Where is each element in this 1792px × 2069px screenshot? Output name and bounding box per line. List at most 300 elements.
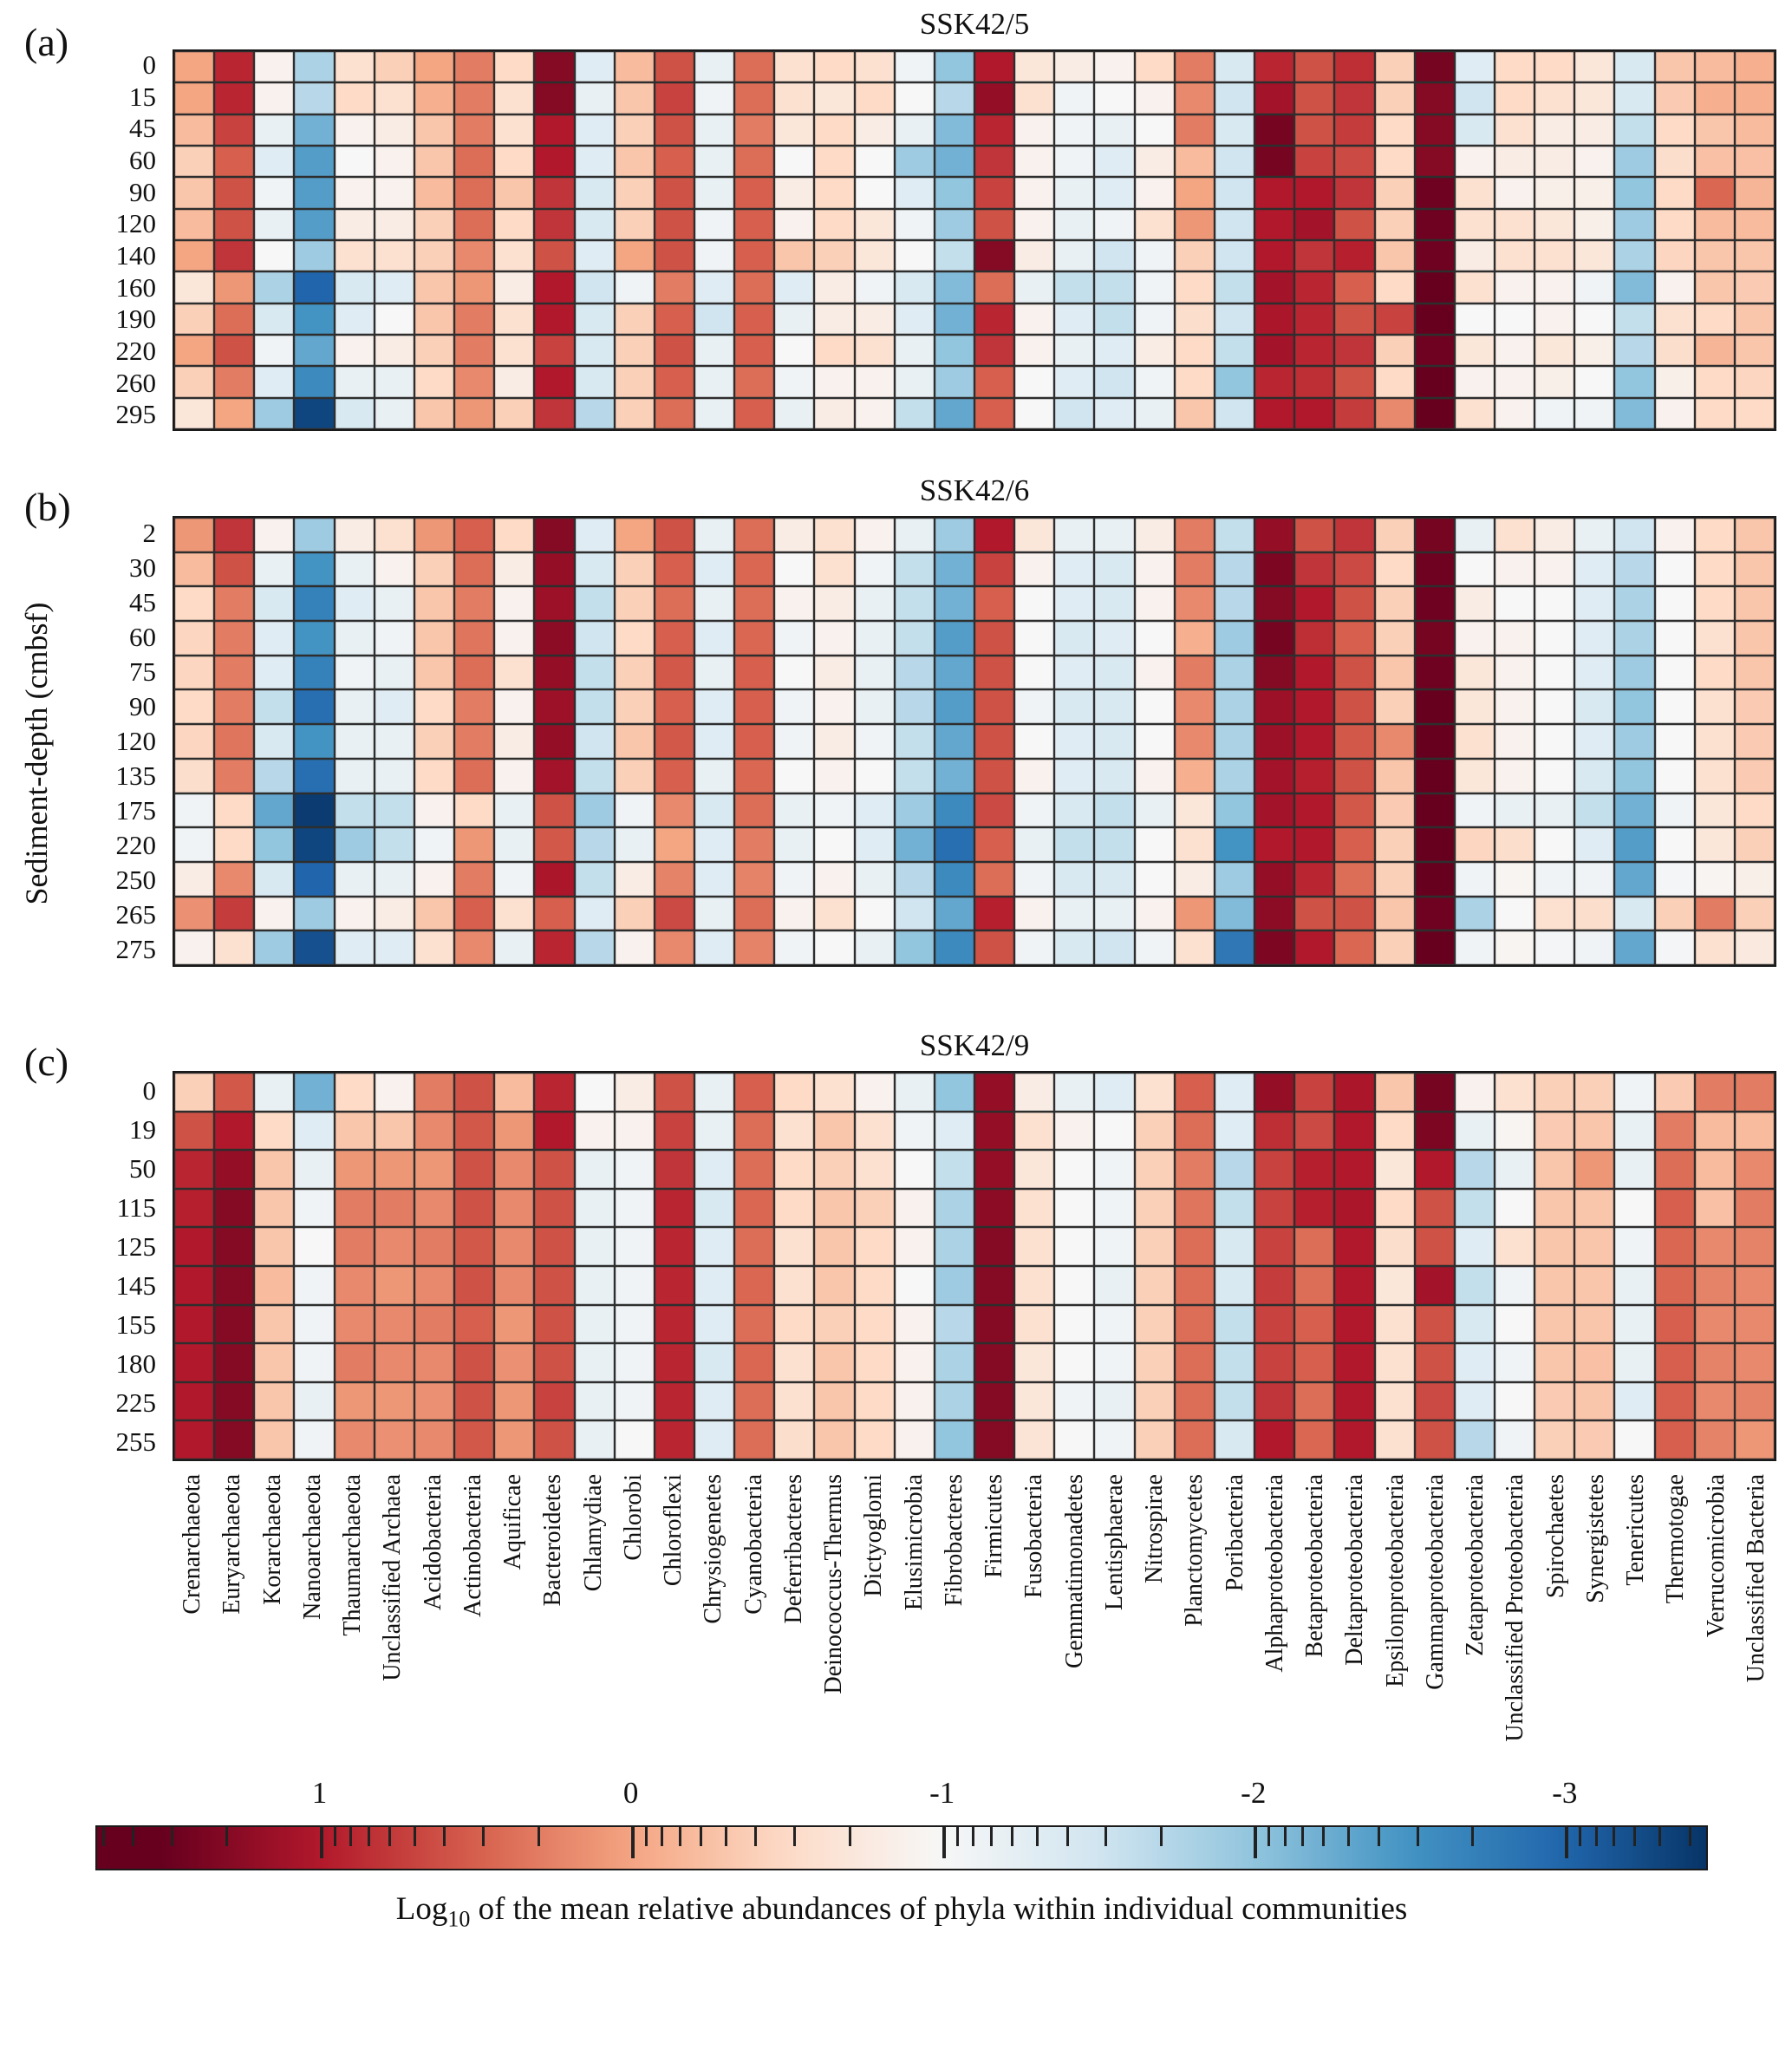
heatmap-cell (615, 793, 655, 828)
heatmap-cell (174, 518, 214, 552)
heatmap-cell (1215, 827, 1254, 862)
heatmap-cell (1574, 398, 1614, 429)
heatmap-cell (974, 759, 1014, 793)
colorbar-minor-tick (368, 1827, 370, 1846)
heatmap-cell (414, 146, 454, 177)
heatmap-cell (1695, 1073, 1735, 1112)
heatmap-cell (1254, 271, 1294, 303)
heatmap-cell (1574, 930, 1614, 965)
heatmap-cell (214, 759, 254, 793)
heatmap-cell (1135, 1305, 1175, 1344)
colorbar-minor-tick (956, 1827, 959, 1846)
heatmap-cell (1334, 51, 1374, 82)
heatmap-cell (1334, 1420, 1374, 1459)
heatmap-cell (534, 209, 574, 240)
heatmap-cell (1014, 209, 1054, 240)
heatmap-cell (1495, 552, 1535, 587)
heatmap-cell (655, 1305, 694, 1344)
heatmap-cell (855, 51, 895, 82)
heatmap-cell (494, 1305, 534, 1344)
heatmap-cell (575, 209, 615, 240)
heatmap-cell (534, 759, 574, 793)
heatmap-cell (1334, 621, 1374, 656)
heatmap-cell (1175, 827, 1215, 862)
heatmap-cell (1175, 930, 1215, 965)
heatmap-cell (375, 1112, 414, 1151)
heatmap-cell (895, 1266, 935, 1305)
heatmap-cell (855, 146, 895, 177)
depth-tick-label: 0 (142, 49, 156, 80)
heatmap-cell (1535, 930, 1574, 965)
heatmap-cell (1535, 177, 1574, 208)
phylum-tick-label: Actinobacteria (459, 1474, 486, 1617)
heatmap-cell (1655, 1343, 1695, 1382)
heatmap-cell (1094, 1189, 1134, 1228)
heatmap-cell (1415, 114, 1455, 146)
heatmap-cell (1175, 552, 1215, 587)
heatmap-cell (575, 1266, 615, 1305)
heatmap-cell (1574, 1150, 1614, 1189)
heatmap-cell (1054, 303, 1094, 335)
heatmap-cell (294, 759, 334, 793)
heatmap-cell (534, 1382, 574, 1421)
heatmap-cell (214, 586, 254, 621)
heatmap-cell (254, 793, 294, 828)
heatmap-cell (254, 209, 294, 240)
heatmap-cell (1014, 398, 1054, 429)
heatmap-cell (1175, 724, 1215, 759)
heatmap-cell (734, 724, 774, 759)
colorbar-tick-label: 1 (311, 1776, 328, 1810)
heatmap-cell (895, 82, 935, 114)
heatmap-cell (814, 209, 854, 240)
heatmap-cell (1455, 518, 1495, 552)
heatmap-cell (254, 1227, 294, 1266)
heatmap-cell (1695, 862, 1735, 897)
heatmap-cell (1495, 366, 1535, 397)
colorbar-major-tick (1565, 1827, 1568, 1858)
heatmap-cell (855, 209, 895, 240)
heatmap-cell (294, 689, 334, 724)
depth-tick-label: 120 (115, 208, 156, 239)
heatmap-cell (734, 862, 774, 897)
heatmap-cell (1655, 1189, 1695, 1228)
heatmap-cell (1175, 114, 1215, 146)
heatmap-cell (1054, 1305, 1094, 1344)
heatmap-cell (375, 724, 414, 759)
heatmap-cell (1455, 1073, 1495, 1112)
heatmap-cell (335, 897, 375, 931)
heatmap-cell (214, 1227, 254, 1266)
heatmap-cell (1455, 1112, 1495, 1151)
heatmap-cell (734, 1343, 774, 1382)
heatmap-cell (1535, 1382, 1574, 1421)
heatmap-cell (534, 1073, 574, 1112)
heatmap-cell (1614, 1343, 1654, 1382)
heatmap-cell (575, 793, 615, 828)
heatmap-cell (1535, 240, 1574, 271)
heatmap-cell (414, 689, 454, 724)
heatmap-cell (1094, 209, 1134, 240)
heatmap-cell (1094, 1112, 1134, 1151)
heatmap-cell (454, 177, 494, 208)
heatmap-cell (1135, 1073, 1175, 1112)
heatmap-cell (1614, 51, 1654, 82)
heatmap-cell (694, 1189, 734, 1228)
heatmap-cell (494, 1150, 534, 1189)
heatmap-cell (294, 621, 334, 656)
heatmap-cell (694, 1305, 734, 1344)
heatmap-cell (974, 724, 1014, 759)
heatmap-cell (1535, 366, 1574, 397)
heatmap-cell (615, 177, 655, 208)
heatmap-cell (1735, 1189, 1775, 1228)
heatmap-cell (974, 240, 1014, 271)
heatmap-cell (694, 1343, 734, 1382)
heatmap-cell (1695, 1266, 1735, 1305)
heatmap-cell (575, 114, 615, 146)
heatmap-cell (1655, 621, 1695, 656)
heatmap-cell (534, 146, 574, 177)
heatmap-cell (1254, 793, 1294, 828)
heatmap-cell (414, 303, 454, 335)
phylum-tick-label: Fusobacteria (1020, 1474, 1048, 1599)
heatmap-cell (174, 1382, 214, 1421)
heatmap-cell (1415, 240, 1455, 271)
heatmap-cell (935, 656, 974, 690)
heatmap-cell (615, 862, 655, 897)
heatmap-cell (254, 897, 294, 931)
heatmap-cell (935, 1112, 974, 1151)
heatmap-cell (254, 586, 294, 621)
heatmap-cell (414, 209, 454, 240)
heatmap-cell (615, 724, 655, 759)
heatmap-cell (1254, 1343, 1294, 1382)
heatmap-cell (1094, 146, 1134, 177)
heatmap-cell (1294, 518, 1334, 552)
heatmap-cell (1014, 1189, 1054, 1228)
heatmap-cell (1455, 793, 1495, 828)
heatmap-cell (1735, 1227, 1775, 1266)
heatmap-cell (1535, 398, 1574, 429)
heatmap-cell (534, 1343, 574, 1382)
heatmap-cell (1254, 827, 1294, 862)
heatmap-cell (1655, 82, 1695, 114)
heatmap-cell (1294, 621, 1334, 656)
heatmap-cell (1574, 552, 1614, 587)
heatmap-cell (1655, 827, 1695, 862)
heatmap-cell (575, 930, 615, 965)
heatmap-cell (494, 303, 534, 335)
heatmap-cell (1215, 1266, 1254, 1305)
heatmap-cell (1614, 897, 1654, 931)
heatmap-cell (1415, 1227, 1455, 1266)
heatmap-cell (1655, 793, 1695, 828)
heatmap-cell (454, 1189, 494, 1228)
heatmap-cell (615, 586, 655, 621)
heatmap-cell (935, 552, 974, 587)
heatmap-cell (774, 1073, 814, 1112)
heatmap-cell (1215, 177, 1254, 208)
heatmap-cell (774, 621, 814, 656)
heatmap-cell (1695, 209, 1735, 240)
heatmap-cell (454, 1112, 494, 1151)
heatmap-cell (1614, 518, 1654, 552)
heatmap-cell (214, 827, 254, 862)
heatmap-cell (1014, 335, 1054, 366)
heatmap-cell (1455, 724, 1495, 759)
heatmap-cell (1135, 793, 1175, 828)
heatmap-cell (1215, 586, 1254, 621)
heatmap-cell (1254, 1189, 1294, 1228)
heatmap-cell (615, 518, 655, 552)
heatmap-cell (375, 656, 414, 690)
heatmap-cell (1735, 1266, 1775, 1305)
heatmap-cell (414, 827, 454, 862)
caption-prefix: Log (395, 1891, 448, 1927)
heatmap-cell (1215, 1343, 1254, 1382)
heatmap-cell (1294, 82, 1334, 114)
heatmap-cell (335, 793, 375, 828)
heatmap-cell (1535, 1420, 1574, 1459)
heatmap-cell (1334, 240, 1374, 271)
heatmap-cell (1175, 1112, 1215, 1151)
heatmap-cell (694, 146, 734, 177)
phylum-tick-label: Deinococcus-Thermus (820, 1474, 848, 1694)
heatmap-cell (1535, 1343, 1574, 1382)
heatmap-cell (494, 689, 534, 724)
heatmap-cell (774, 1150, 814, 1189)
depth-tick-label: 2 (142, 518, 156, 548)
heatmap-cell (494, 335, 534, 366)
heatmap-cell (375, 398, 414, 429)
heatmap-cell (1495, 759, 1535, 793)
heatmap-cell (1135, 656, 1175, 690)
heatmap-cell (1455, 398, 1495, 429)
heatmap-cell (1014, 146, 1054, 177)
heatmap-cell (1375, 398, 1415, 429)
phylum-tick-label: Aquificae (499, 1474, 527, 1570)
heatmap-cell (1054, 51, 1094, 82)
heatmap-cell (375, 240, 414, 271)
heatmap-cell (1535, 1112, 1574, 1151)
heatmap-cell (935, 724, 974, 759)
heatmap-cell (575, 724, 615, 759)
heatmap-cell (414, 1189, 454, 1228)
heatmap-cell (615, 1305, 655, 1344)
heatmap-cell (1254, 518, 1294, 552)
heatmap-cell (1215, 1305, 1254, 1344)
heatmap-cell (774, 827, 814, 862)
heatmap-cell (1094, 51, 1134, 82)
heatmap-cell (414, 82, 454, 114)
heatmap-cell (335, 240, 375, 271)
heatmap-cell (174, 240, 214, 271)
heatmap-cell (1614, 1227, 1654, 1266)
heatmap-cell (494, 1227, 534, 1266)
colorbar-minor-tick (171, 1827, 173, 1846)
heatmap-cell (1254, 552, 1294, 587)
phylum-tick-label: Gammaproteobacteria (1421, 1474, 1449, 1690)
colorbar-major-tick (942, 1827, 946, 1858)
colorbar-gradient (95, 1825, 1708, 1870)
heatmap-cell (414, 1305, 454, 1344)
colorbar-minor-tick (1595, 1827, 1598, 1846)
heatmap-cell (855, 366, 895, 397)
heatmap-cell (375, 689, 414, 724)
colorbar-minor-tick (849, 1827, 851, 1846)
heatmap-cell (774, 366, 814, 397)
colorbar-tick-label: -2 (1241, 1776, 1267, 1810)
heatmap-cell (1415, 862, 1455, 897)
heatmap-cell (414, 724, 454, 759)
heatmap-cell (1175, 240, 1215, 271)
heatmap-cell (1215, 240, 1254, 271)
heatmap-cell (615, 146, 655, 177)
heatmap-cell (1375, 1382, 1415, 1421)
heatmap-cell (214, 1343, 254, 1382)
heatmap-cell (895, 724, 935, 759)
heatmap-cell (974, 146, 1014, 177)
heatmap-cell (1215, 930, 1254, 965)
heatmap-cell (254, 862, 294, 897)
heatmap-cell (655, 1382, 694, 1421)
heatmap-cell (1735, 335, 1775, 366)
heatmap-cell (494, 621, 534, 656)
heatmap-cell (814, 366, 854, 397)
heatmap-cell (1215, 1112, 1254, 1151)
heatmap-cell (1535, 586, 1574, 621)
heatmap-cell (1054, 1112, 1094, 1151)
heatmap-cell (454, 552, 494, 587)
heatmap-cell (974, 1112, 1014, 1151)
heatmap-cell (214, 209, 254, 240)
heatmap-cell (694, 240, 734, 271)
heatmap-cell (694, 1150, 734, 1189)
heatmap-cell (974, 51, 1014, 82)
heatmap-cell (1215, 209, 1254, 240)
heatmap-cell (494, 114, 534, 146)
heatmap-cell (935, 1150, 974, 1189)
heatmap-cell (974, 656, 1014, 690)
heatmap-cell (1455, 827, 1495, 862)
heatmap-cell (214, 366, 254, 397)
heatmap-cell (855, 1112, 895, 1151)
heatmap-cell (774, 1305, 814, 1344)
heatmap-cell (454, 1343, 494, 1382)
heatmap-cell (1495, 114, 1535, 146)
heatmap-cell (734, 518, 774, 552)
heatmap-cell (734, 240, 774, 271)
heatmap-cell (1094, 335, 1134, 366)
heatmap-cell (1375, 146, 1415, 177)
heatmap-cell (935, 518, 974, 552)
heatmap-cell (1415, 1073, 1455, 1112)
heatmap-cell (895, 1343, 935, 1382)
heatmap-cell (1655, 271, 1695, 303)
heatmap-cell (1735, 366, 1775, 397)
heatmap-cell (1375, 1189, 1415, 1228)
heatmap-cell (655, 1420, 694, 1459)
heatmap-cell (1294, 1305, 1334, 1344)
heatmap-cell (335, 518, 375, 552)
heatmap-cell (454, 518, 494, 552)
heatmap-cell (974, 689, 1014, 724)
heatmap-cell (1415, 552, 1455, 587)
heatmap-cell (454, 303, 494, 335)
heatmap-cell (375, 518, 414, 552)
heatmap-cell (1215, 82, 1254, 114)
heatmap-cell (734, 759, 774, 793)
heatmap-cell (734, 366, 774, 397)
heatmap-cell (1215, 552, 1254, 587)
heatmap-cell (214, 689, 254, 724)
heatmap-cell (494, 1189, 534, 1228)
heatmap-cell (1254, 398, 1294, 429)
heatmap-cell (1094, 1150, 1134, 1189)
heatmap-cell (1495, 1343, 1535, 1382)
colorbar-minor-tick (990, 1827, 993, 1846)
heatmap-cell (1415, 724, 1455, 759)
heatmap-cell (895, 240, 935, 271)
heatmap-cell (1135, 271, 1175, 303)
heatmap-cell (774, 240, 814, 271)
heatmap-cell (1375, 862, 1415, 897)
heatmap-cell (935, 1420, 974, 1459)
heatmap-cell (1375, 1420, 1415, 1459)
heatmap-cell (814, 82, 854, 114)
heatmap-cell (1094, 82, 1134, 114)
heatmap-cell (534, 586, 574, 621)
heatmap-cell (534, 621, 574, 656)
heatmap-cell (895, 897, 935, 931)
heatmap-cell (1054, 1150, 1094, 1189)
heatmap-grid-b (173, 516, 1776, 967)
heatmap-cell (1455, 303, 1495, 335)
heatmap-cell (375, 759, 414, 793)
heatmap-cell (414, 930, 454, 965)
heatmap-cell (335, 1073, 375, 1112)
heatmap-cell (1094, 897, 1134, 931)
heatmap-cell (414, 51, 454, 82)
heatmap-cell (1655, 303, 1695, 335)
heatmap-cell (895, 1150, 935, 1189)
heatmap-cell (214, 303, 254, 335)
heatmap-cell (855, 335, 895, 366)
heatmap-cell (1695, 82, 1735, 114)
depth-tick-label: 45 (129, 113, 156, 144)
heatmap-cell (1294, 656, 1334, 690)
heatmap-cell (335, 1150, 375, 1189)
heatmap-cell (814, 518, 854, 552)
heatmap-cell (1375, 240, 1415, 271)
colorbar-minor-tick (1689, 1827, 1691, 1846)
heatmap-cell (575, 82, 615, 114)
heatmap-cell (1535, 82, 1574, 114)
heatmap-cell (1574, 656, 1614, 690)
heatmap-cell (1695, 897, 1735, 931)
heatmap-cell (214, 518, 254, 552)
heatmap-cell (1375, 303, 1415, 335)
heatmap-cell (1054, 621, 1094, 656)
heatmap-cell (1094, 689, 1134, 724)
heatmap-cell (1535, 827, 1574, 862)
heatmap-cell (214, 930, 254, 965)
heatmap-cell (1215, 335, 1254, 366)
heatmap-cell (494, 897, 534, 931)
heatmap-cell (1254, 897, 1294, 931)
heatmap-cell (254, 366, 294, 397)
